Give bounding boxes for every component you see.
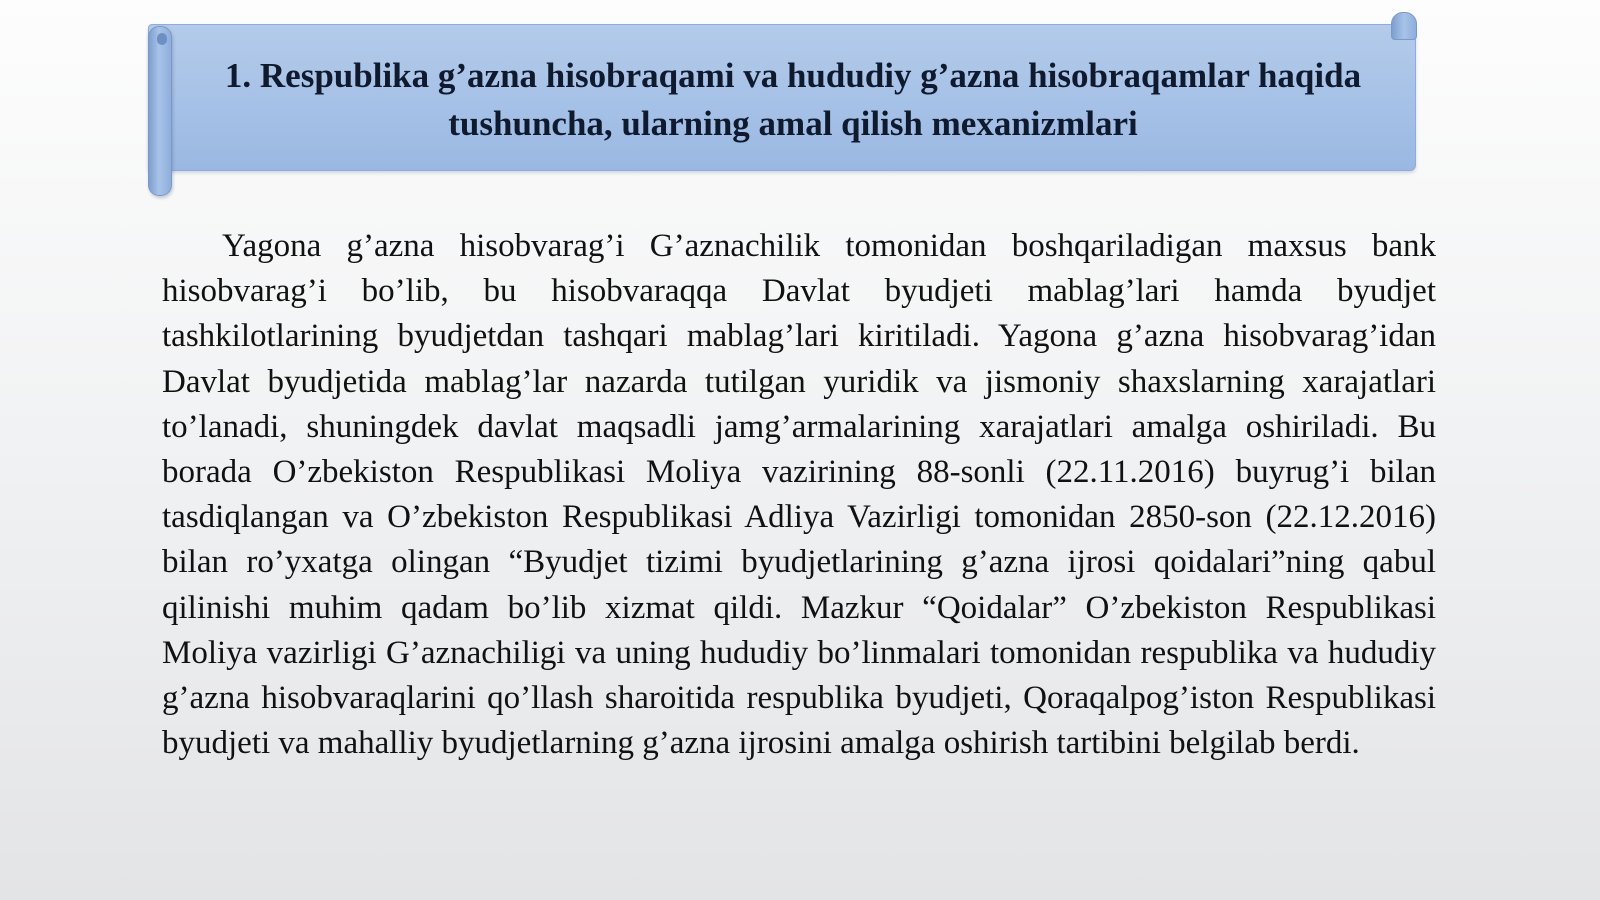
scroll-curl-right-decoration [1391, 12, 1417, 40]
title-scroll-banner [148, 12, 1416, 196]
slide-body-paragraph: Yagona g’azna hisobvarag’i G’aznachilik tomonidan boshqariladigan maxsus bank hisobvarag’i bo’lib, bu hisobvaraqqa Davlat byudjeti mablag’lari hamda byudjet tashkilotlarining byudjetdan tashqari mablag’lari kiritiladi. Yagona g’azna hisobvarag’idan Davlat byudjetida mablag’lar nazarda tutilgan yuridik va jismoniy shaxslarning xarajatlari to’lanadi, shuningdek davlat maqsadli jamg’armalarining xarajatlari amalga oshiriladi. Bu borada O’zbekiston Respublikasi Moliya vazirining 88-sonli (22.11.2016) buyrug’i bilan tasdiqlangan va O’zbekiston Respublikasi Adliya Vazirligi tomonidan 2850-son (22.12.2016) bilan ro’yxatga olingan “Byudjet tizimi byudjetlarining g’azna ijrosi qoidalari”ning qabul qilinishi muhim qadam bo’lib xizmat qildi. Mazkur “Qoidalar” O’zbekiston Respublikasi Moliya vazirligi G’aznachiligi va uning hududiy bo’linmalari tomonidan respublika va hududiy g’azna hisobvaraqlarini qo’llash sharoitida respublika byudjeti, Qoraqalpog’iston Respublikasi byudjeti va mahalliy byudjetlarning g’azna ijrosini amalga oshirish tartibini belgilab berdi. [162, 228, 1436, 762]
scroll-curl-left-decoration [148, 26, 172, 196]
slide-title: 1. Respublika g’azna hisobraqami va hududiy g’azna hisobraqamlar haqida tushuncha, ularning amal qilish mexanizmlari [224, 56, 1362, 143]
